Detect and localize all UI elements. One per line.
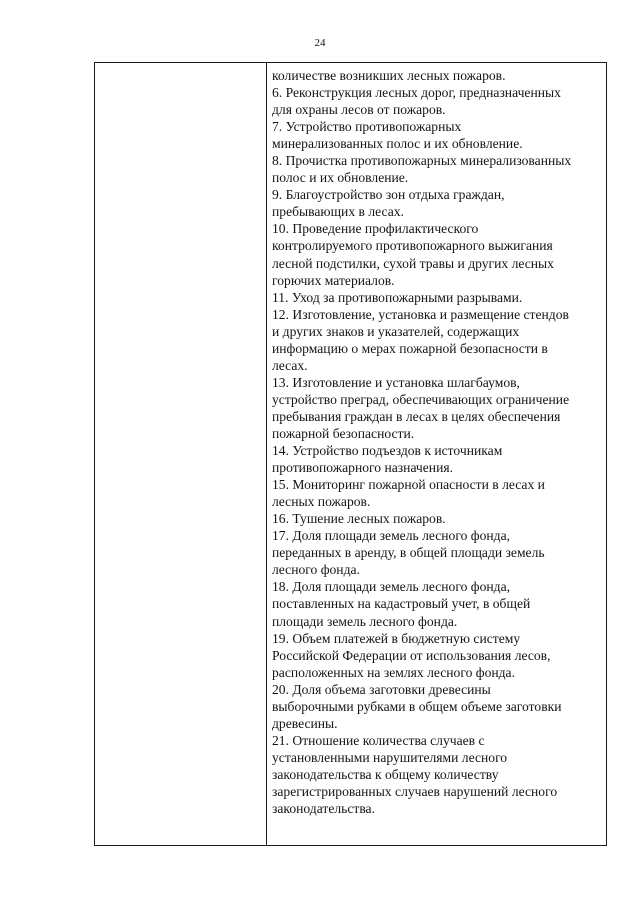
text-line: законодательства. bbox=[272, 801, 375, 817]
text-line: 16. Тушение лесных пожаров. bbox=[272, 511, 446, 527]
text-line: 21. Отношение количества случаев с bbox=[272, 732, 485, 748]
text-line: лесных пожаров. bbox=[272, 494, 371, 510]
text-line: зарегистрированных случаев нарушений лесного bbox=[272, 783, 558, 799]
page-number: 24 bbox=[314, 37, 326, 49]
text-line: 19. Объем платежей в бюджетную систему bbox=[272, 630, 521, 646]
text-line: минерализованных полос и их обновление. bbox=[272, 136, 523, 152]
text-line: 18. Доля площади земель лесного фонда, bbox=[272, 579, 511, 595]
text-line: 13. Изготовление и установка шлагбаумов, bbox=[272, 374, 520, 390]
text-line: 6. Реконструкция лесных дорог, предназначенных bbox=[272, 85, 561, 101]
text-line: 11. Уход за противопожарными разрывами. bbox=[272, 289, 523, 305]
table-right-cell bbox=[267, 63, 606, 845]
text-line: пребывания граждан в лесах в целях обеспечения bbox=[272, 408, 561, 424]
text-line: 10. Проведение профилактического bbox=[272, 221, 479, 237]
text-line: переданных в аренду, в общей площади земель bbox=[272, 545, 545, 561]
text-line: 15. Мониторинг пожарной опасности в лесах и bbox=[272, 477, 545, 493]
text-line: поставленных на кадастровый учет, в общей bbox=[272, 596, 531, 612]
text-line: 7. Устройство противопожарных bbox=[272, 119, 462, 135]
indicator-table bbox=[94, 62, 607, 846]
text-line: 14. Устройство подъездов к источникам bbox=[272, 443, 503, 459]
text-line: пребывающих в лесах. bbox=[272, 204, 404, 220]
text-line: 17. Доля площади земель лесного фонда, bbox=[272, 528, 511, 544]
text-line: лесной подстилки, сухой травы и других лесных bbox=[272, 255, 554, 271]
text-line: 8. Прочистка противопожарных минерализованных bbox=[272, 153, 572, 169]
text-line: площади земель лесного фонда. bbox=[272, 613, 458, 629]
text-line: горючих материалов. bbox=[272, 272, 395, 288]
text-line: противопожарного назначения. bbox=[272, 460, 453, 476]
text-line: лесах. bbox=[272, 357, 308, 373]
text-line: древесины. bbox=[272, 715, 338, 731]
text-line: законодательства к общему количеству bbox=[272, 766, 499, 782]
text-line: информацию о мерах пожарной безопасности в bbox=[272, 340, 548, 356]
table-left-cell bbox=[95, 63, 267, 845]
text-line: количестве возникших лесных пожаров. bbox=[272, 68, 506, 83]
text-line: выборочными рубками в общем объеме заготовки bbox=[272, 698, 562, 714]
text-line: 9. Благоустройство зон отдыха граждан, bbox=[272, 187, 505, 203]
text-line: 12. Изготовление, установка и размещение стендов bbox=[272, 306, 569, 322]
text-line: и других знаков и указателей, содержащих bbox=[272, 323, 520, 339]
text-line: лесного фонда. bbox=[272, 562, 360, 578]
text-line: Российской Федерации от использования лесов, bbox=[272, 647, 551, 663]
text-line: устройство преград, обеспечивающих ограничение bbox=[272, 391, 570, 407]
text-line: установленными нарушителями лесного bbox=[272, 749, 508, 765]
text-line: 20. Доля объема заготовки древесины bbox=[272, 681, 491, 697]
text-line: пожарной безопасности. bbox=[272, 425, 415, 441]
text-line: полос и их обновление. bbox=[272, 170, 409, 186]
text-line: расположенных на землях лесного фонда. bbox=[272, 664, 515, 680]
text-line: контролируемого противопожарного выжигания bbox=[272, 238, 553, 254]
text-line: для охраны лесов от пожаров. bbox=[272, 102, 446, 118]
